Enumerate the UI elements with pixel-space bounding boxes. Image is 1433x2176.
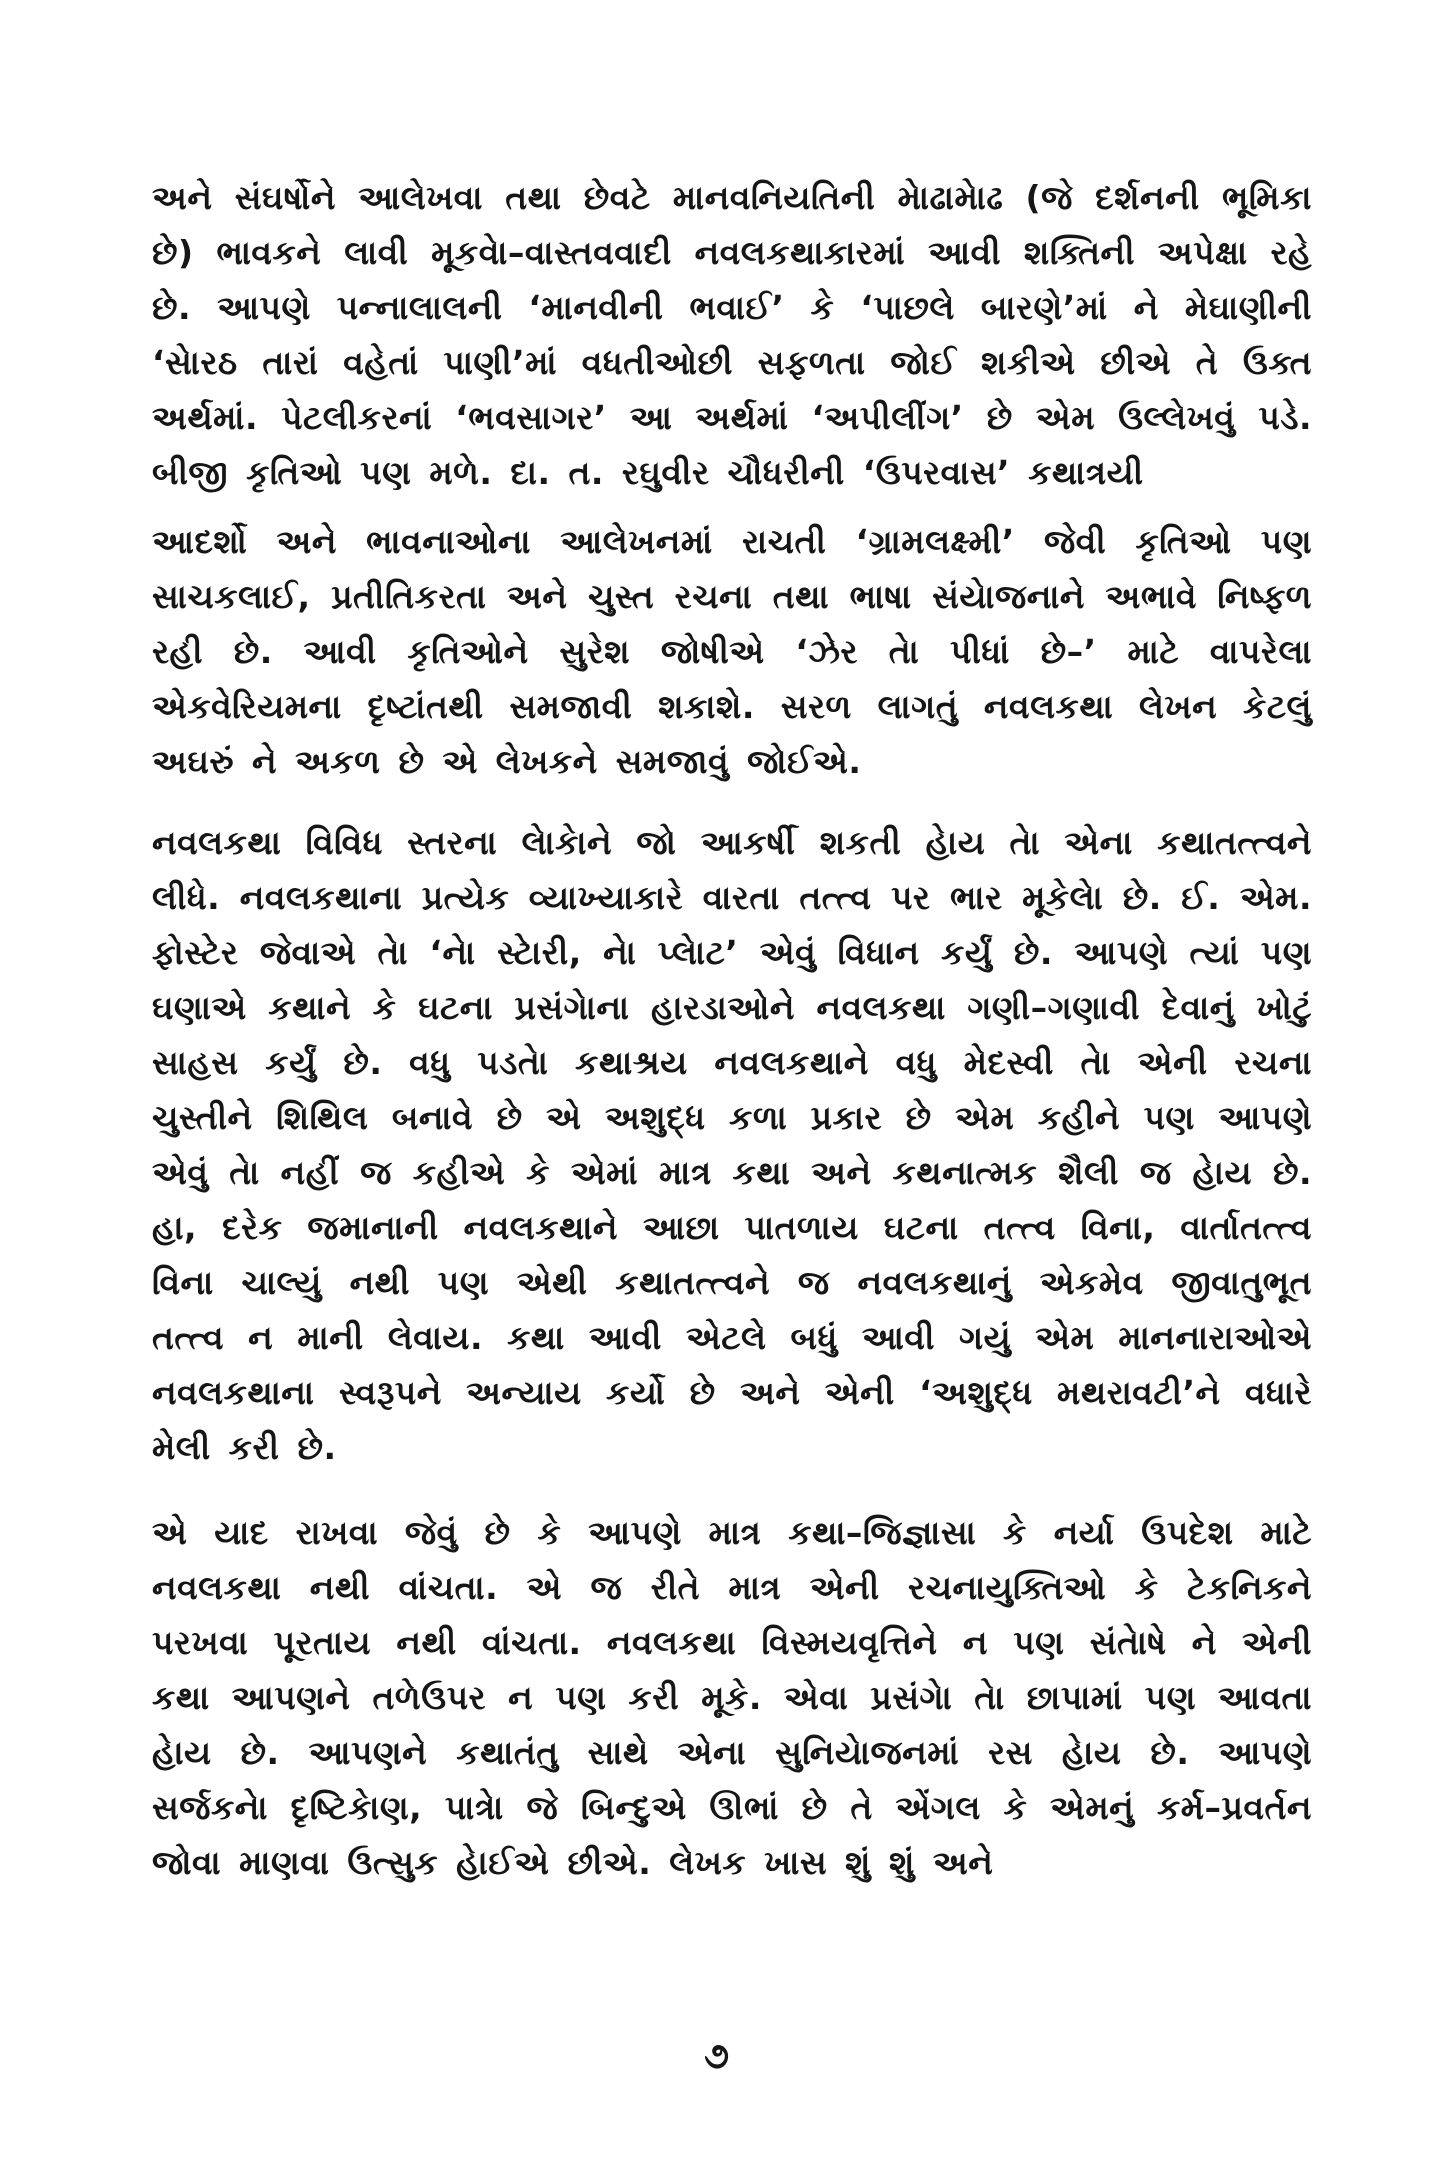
paragraph-1: અને સંઘર્ષોને આલેખવા તથા છેવટે માનવનિયતિની મેાઢામેાઢ (જે દર્શનની ભૂમિકા છે) ભાવકને લાવી મૂકવેા–વાસ્તવવાદી નવલકથાકારમાં આવી શક્તિની અપેક્ષા રહે છે. આપણે પન્નાલાલની ‘માનવીની ભવાઈ’ કે ‘પાછલે બારણે’માં ને મેઘાણીની ‘સેારઠ તારાં વહેતાં પાણી’માં વધતીઓછી સફળતા જોઈ શકીએ છીએ તે ઉક્ત અર્થમાં. પેટલીકરનાં ‘ભવસાગર’ આ અર્થમાં ‘અપીલીંગ’ છે એમ ઉલ્લેખવું પડે. બીજી કૃતિઓ પણ મળે. દા. ત. રઘુવીર ચૌધરીની ‘ઉપરવાસ’ કથાત્રયી: [152, 178, 1312, 492]
paragraph-2: આદર્શો અને ભાવનાઓના આલેખનમાં રાચતી ‘ગ્રામલક્ષ્મી’ જેવી કૃતિઓ પણ સાચકલાઈ, પ્રતીતિકરતા અને ચુસ્ત રચના તથા ભાષા સંયેાજનાને અભાવે નિષ્ફળ રહી છે. આવી કૃતિઓને સુરેશ જોષીએ ‘ઝેર તેા પીધાં છે–’ માટે વાપરેલા એકવેરિયમના દૃષ્ટાંતથી સમજાવી શકાશે. સરળ લાગતું નવલકથા લેખન કેટલું અઘરું ને અકળ છે એ લેખકને સમજાવું જોઈએ.: [152, 522, 1312, 781]
paragraph-4: એ યાદ રાખવા જેવું છે કે આપણે માત્ર કથા–જિજ્ઞાસા કે નર્યા ઉપદેશ માટે નવલકથા નથી વાંચતા. એ જ રીતે માત્ર એની રચનાયુક્તિઓ કે ટેકનિકને પરખવા પૂરતાય નથી વાંચતા. નવલકથા વિસ્મયવૃત્તિને ન પણ સંતેાષે ને એની કથા આપણને તળેઉપર ન પણ કરી મૂકે. એવા પ્રસંગેા તેા છાપામાં પણ આવતા હેાય છે. આપણને કથાતંતુ સાથે એના સુનિયેાજનમાં રસ હેાય છે. આપણે સર્જકનેા દૃષ્ટિકેાણ, પાત્રેા જે બિન્દુએ ઊભાં છે તે એંગલ કે એમનું કર્મ–પ્રવર્તન જોવા માણવા ઉત્સુક હેાઈએ છીએ. લેખક ખાસ શું શું અને: [152, 1513, 1312, 1882]
page-number: ૭: [703, 2036, 730, 2077]
paragraph-3: નવલકથા વિવિધ સ્તરના લેાકેાને જો આકર્ષી શકતી હેાય તેા એના કથાતત્ત્વને લીધે. નવલકથાના પ્રત્યેક વ્યાખ્યાકારે વારતા તત્ત્વ પર ભાર મૂકેલેા છે. ઈ. એમ. ફોસ્ટેર જેવાએ તેા ‘નેા સ્ટેારી, નેા પ્લેાટ’ એવું વિધાન કર્યું છે. આપણે ત્યાં પણ ઘણાએ કથાને કે ઘટના પ્રસંગેાના હારડાઓને નવલકથા ગણી–ગણાવી દેવાનું ખોટું સાહસ કર્યું છે. વધુ પડતેા કથાશ્રય નવલકથાને વધુ મેદસ્વી તેા એની રચના ચુસ્તીને શિથિલ બનાવે છે એ અશુદ્ધ કળા પ્રકાર છે એમ કહીને પણ આપણે એવું તેા નહીં જ કહીએ કે એમાં માત્ર કથા અને કથનાત્મક શૈલી જ હેાય છે. હા, દરેક જમાનાની નવલકથાને આછા પાતળાય ઘટના તત્ત્વ વિના, વાર્તાતત્ત્વ વિના ચાલ્યું નથી પણ એથી કથાતત્ત્વને જ નવલકથાનું એકમેવ જીવાતુભૂત તત્ત્વ ન માની લેવાય. કથા આવી એટલે બધું આવી ગયું એમ માનનારાઓએ નવલકથાના સ્વરૂપને અન્યાય કર્યો છે અને એની ‘અશુદ્ધ મથરાવટી’ને વધારે મેલી કરી છે.: [152, 823, 1312, 1467]
page-body: [152, 170, 1312, 1912]
